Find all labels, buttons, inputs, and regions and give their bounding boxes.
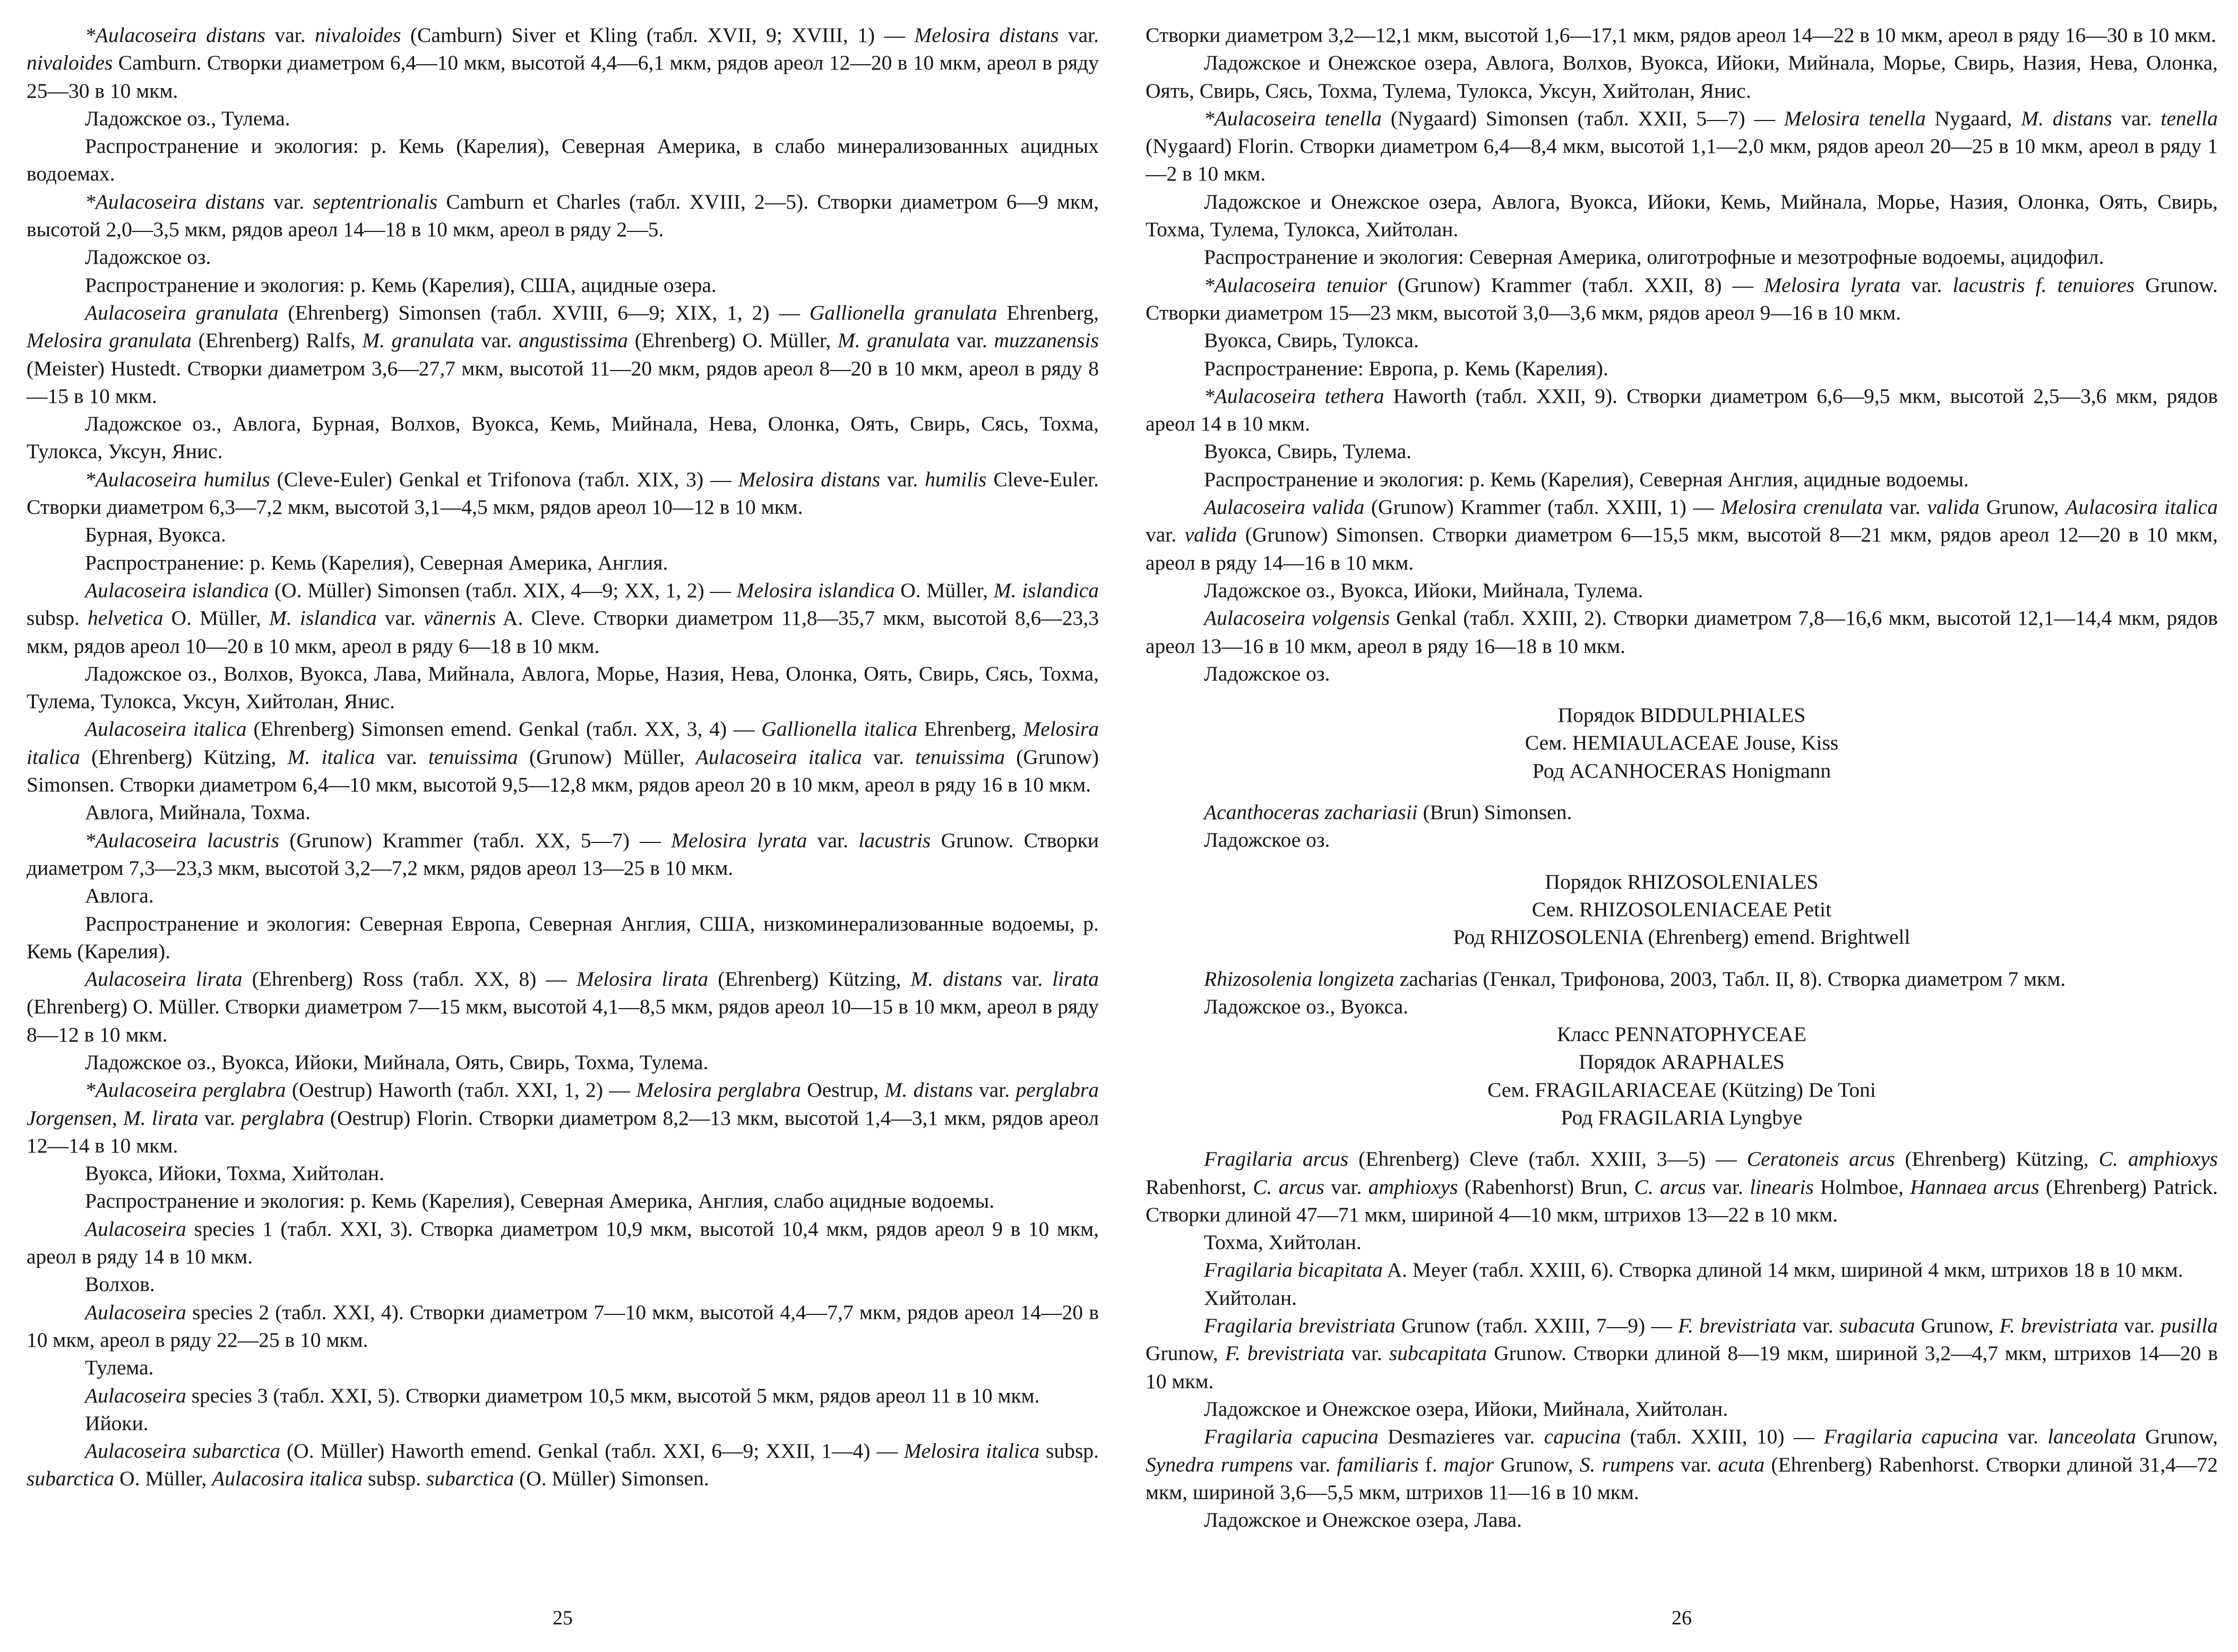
paragraph — [1146, 826, 2218, 854]
text-run: (Ehrenberg) Kützing, — [718, 967, 911, 991]
paragraph — [27, 1354, 1099, 1381]
text-run: Распространение и экология: р. Кемь (Карелия), Северная Англия, ацидные водоемы. — [1204, 467, 1969, 491]
text-run: (Oestrup) Haworth (табл. XXI, 1, 2) — — [291, 1078, 636, 1102]
text-run: (O. Müller) Simonsen (табл. XIX, 4—9; XX, 1, 2) — — [274, 578, 737, 602]
taxon-name: Melosira lyrata — [671, 828, 807, 852]
text-run: var. — [1712, 1175, 1750, 1199]
text-run: var. — [2007, 1425, 2048, 1449]
taxon-name: *Aulacoseira perglabra — [85, 1078, 286, 1102]
taxon-name: M. distans — [910, 967, 1003, 991]
taxon-name: angustissima — [518, 329, 629, 352]
right-page — [1146, 21, 2218, 1630]
paragraph — [1146, 1256, 2218, 1284]
taxon-name: *Aulacoseira tethera — [1204, 384, 1384, 408]
paragraph — [1146, 188, 2218, 244]
taxon-name: Melosira italica — [27, 717, 1099, 769]
taxon-name: Aulacosira italica — [212, 1467, 363, 1491]
taxon-name: familiaris — [1337, 1452, 1419, 1476]
text-run: Род ACANHOCERAS Honigmann — [1532, 759, 1831, 782]
text-run: Сем. FRAGILARIACEAE (Kützing) De Toni — [1487, 1078, 1876, 1102]
taxon-name: Acanthoceras zachariasii — [1204, 801, 1418, 824]
taxon-name: *Aulacoseira tenuior — [1204, 273, 1387, 297]
taxon-name: amphioxys — [1368, 1175, 1458, 1199]
text-run: Род RHIZOSOLENIA (Ehrenberg) emend. Brightwell — [1453, 925, 1910, 949]
text-run: (Ehrenberg) Kützing, — [1905, 1147, 2099, 1171]
text-run: Ладожское и Онежское озера, Авлога, Вуокса, Ийоки, Кемь, Мийнала, Морье, Назия, Олонка, Оять, Свирь, Тохма, Тулема, Тулокса, Хийтолан. — [1146, 190, 2218, 242]
paragraph — [27, 1187, 1099, 1215]
paragraph — [1146, 243, 2218, 271]
paragraph — [27, 410, 1099, 466]
text-run: Ладожское оз., Тулема. — [85, 106, 290, 130]
text-run: Порядок RHIZOSOLENIALES — [1545, 870, 1819, 893]
taxon-name: Melosira lirata — [576, 967, 709, 991]
taxon-name: F. brevistriata — [1999, 1314, 2118, 1338]
text-run: Сем. RHIZOSOLENIACEAE Petit — [1531, 897, 1832, 921]
taxon-name: Ceratoneis arcus — [1746, 1147, 1895, 1171]
text-run: Ладожское оз., Волхов, Вуокса, Лава, Мийнала, Авлога, Морье, Назия, Нева, Олонка, Оять, Свирь, Сясь, Тохма, Тулема, Тулокса, Уксун, Хийтолан, Янис. — [27, 661, 1099, 713]
text-run: var. — [274, 23, 315, 47]
section-heading — [1146, 701, 2218, 729]
text-run: var. — [273, 190, 313, 213]
taxon-name: C. arcus — [1634, 1175, 1706, 1199]
taxon-name: *Aulacoseira distans — [85, 190, 265, 213]
taxon-name: *Aulacoseira humilus — [85, 467, 270, 491]
taxon-name: F. brevistriata — [1225, 1341, 1345, 1365]
text-run: (O. Müller) Haworth emend. Genkal (табл. XXI, 6—9; XXII, 1—4) — — [287, 1439, 904, 1463]
text-run: (Ehrenberg) Simonsen (табл. XVIII, 6—9; XIX, 1, 2) — — [288, 300, 810, 324]
paragraph — [27, 466, 1099, 521]
paragraph — [27, 105, 1099, 132]
text-run: Genkal (табл. XXIII, 2). Створки диаметром 7,8—16,6 мкм, высотой 12,1—14,4 мкм, рядов ареол 13—16 в 10 мкм, ареол в ряду 16—18 в 10 мкм. — [1146, 606, 2218, 658]
taxon-name: *Aulacoseira lacustris — [85, 828, 280, 852]
text-run: (Rabenhorst) Brun, — [1464, 1175, 1634, 1199]
text-run: var. — [204, 1106, 242, 1130]
text-run: (Grunow) Krammer (табл. XXIII, 1) — — [1371, 495, 1721, 519]
text-run: Grunow. Створки диаметром 7,3—23,3 мкм, высотой 3,2—7,2 мкм, рядов ареол 13—25 в 10 мкм. — [27, 828, 1099, 880]
section-heading — [1146, 1020, 2218, 1048]
taxon-name: Aulacoseira lirata — [85, 967, 243, 991]
text-run: var. — [1012, 967, 1053, 991]
taxon-name: M. lirata — [123, 1106, 199, 1130]
section-heading — [1146, 1104, 2218, 1131]
section-heading — [1146, 923, 2218, 951]
text-run: Авлога, Мийнала, Тохма. — [85, 801, 311, 824]
text-run: Grunow, — [1146, 1341, 1225, 1365]
paragraph — [1146, 1312, 2218, 1395]
text-run: Ладожское оз. — [1204, 661, 1330, 685]
text-run: var. — [956, 329, 994, 352]
taxon-name: F. brevistriata — [1678, 1314, 1797, 1338]
paragraph — [1146, 1395, 2218, 1423]
text-run: (Nygaard) Simonsen (табл. XXII, 5—7) — — [1390, 106, 1784, 130]
text-run: var. — [817, 828, 859, 852]
taxon-name: Hannaea arcus — [1910, 1175, 2039, 1199]
paragraph — [27, 188, 1099, 244]
text-run: Haworth (табл. XXII, 9). Створки диаметром 6,6—9,5 мкм, высотой 2,5—3,6 мкм, рядов ареол 14 в 10 мкм. — [1146, 384, 2218, 436]
taxon-name: Aulacoseira islandica — [85, 578, 269, 602]
paragraph — [27, 577, 1099, 660]
taxon-name: Rhizosolenia longizeta — [1204, 967, 1395, 991]
text-run: Grunow, — [1986, 495, 2066, 519]
paragraph — [27, 827, 1099, 882]
taxon-name: M. granulata — [362, 329, 475, 352]
taxon-name: tenella — [2160, 106, 2218, 130]
taxon-name: *Aulacoseira distans — [85, 23, 266, 47]
text-run: var. — [386, 745, 428, 769]
text-run: var. — [2124, 1314, 2161, 1338]
text-run: var. — [2121, 106, 2161, 130]
text-run: O. Müller, — [900, 578, 994, 602]
text-run: var. — [873, 745, 916, 769]
text-run: var. — [1068, 23, 1099, 47]
text-run: Тулема. — [85, 1356, 154, 1380]
paragraph — [1146, 577, 2218, 604]
taxon-name: C. arcus — [1253, 1175, 1324, 1199]
text-run: Створки диаметром 3,2—12,1 мкм, высотой 1,6—17,1 мкм, рядов ареол 14—22 в 10 мкм, ареол в ряду 16—30 в 10 мкм. — [1146, 23, 2217, 47]
text-run: Распространение: р. Кемь (Карелия), Северная Америка, Англия. — [85, 550, 668, 574]
taxon-name: Melosira granulata — [27, 329, 192, 352]
taxon-name: *Aulacoseira tenella — [1204, 106, 1382, 130]
text-run: Holmboe, — [1820, 1175, 1910, 1199]
text-run: (Ehrenberg) Ralfs, — [198, 329, 363, 352]
taxon-name: Fragilaria arcus — [1204, 1147, 1349, 1171]
taxon-name: Aulacoseira subarctica — [85, 1439, 281, 1463]
text-run: (Ehrenberg) Kützing, — [91, 745, 288, 769]
text-run: Бурная, Вуокса. — [85, 523, 226, 547]
text-run: Ehrenberg, — [924, 717, 1023, 741]
text-run: (Meister) Hustedt. Створки диаметром 3,6—27,7 мкм, высотой 11—20 мкм, рядов ареол 8—20 в 10 мкм, ареол в ряду 8—15 в 10 мкм. — [27, 356, 1099, 408]
paragraph — [27, 549, 1099, 577]
text-run: Ehrenberg, — [1006, 300, 1099, 324]
text-run: , — [111, 1106, 123, 1130]
taxon-name: Synedra rumpens — [1146, 1452, 1293, 1476]
taxon-name: septentrionalis — [313, 190, 438, 213]
paragraph — [27, 521, 1099, 548]
text-run: subsp. — [27, 606, 88, 630]
paragraph — [1146, 355, 2218, 382]
taxon-name: Melosira perglabra — [636, 1078, 801, 1102]
paragraph — [27, 299, 1099, 410]
taxon-name: helvetica — [87, 606, 163, 630]
taxon-name: nivaloides — [315, 23, 401, 47]
text-run: O. Müller, — [119, 1467, 212, 1491]
text-run: Тохма, Хийтолан. — [1204, 1231, 1362, 1254]
taxon-name: Aulacoseira valida — [1204, 495, 1365, 519]
paragraph — [1146, 1284, 2218, 1312]
taxon-name: Melosira distans — [914, 23, 1059, 47]
taxon-name: Fragilaria capucina — [1204, 1425, 1379, 1449]
paragraph — [27, 243, 1099, 271]
text-run: (Ehrenberg) Cleve (табл. XXIII, 3—5) — — [1358, 1147, 1747, 1171]
taxon-name: tenuissima — [428, 745, 518, 769]
text-run: Распространение: Европа, р. Кемь (Карелия). — [1204, 356, 1608, 380]
text-run: Волхов. — [85, 1272, 155, 1296]
taxon-name: capucina — [1544, 1425, 1621, 1449]
taxon-name: acuta — [1718, 1452, 1765, 1476]
text-run: (Ehrenberg) Rabenhorst. Створки длиной 31,4—72 мкм, шириной 3,6—5,5 мкм, штрихов 11—16 в 10 мкм. — [1146, 1452, 2218, 1504]
taxon-name: M. distans — [2021, 106, 2112, 130]
text-run: (Brun) Simonsen. — [1423, 801, 1572, 824]
paragraph — [27, 1048, 1099, 1076]
text-run: Oestrup, — [807, 1078, 885, 1102]
paragraph — [27, 910, 1099, 966]
taxon-name: Aulacoseira italica — [695, 745, 862, 769]
taxon-name: humilis — [925, 467, 987, 491]
paragraph — [27, 271, 1099, 299]
paragraph — [1146, 798, 2218, 826]
taxon-name: muzzanensis — [994, 329, 1099, 352]
paragraph — [1146, 21, 2218, 49]
text-run: (Ehrenberg) O. Müller, — [634, 329, 838, 352]
text-run: zacharias (Генкал, Трифонова, 2003, Табл. II, 8). Створка диаметром 7 мкм. — [1399, 967, 2066, 991]
taxon-name: subacuta — [1839, 1314, 1915, 1338]
text-run: Класс PENNATOPHYCEAE — [1557, 1022, 1806, 1046]
text-run: species 2 (табл. XXI, 4). Створки диаметром 7—10 мкм, высотой 4,4—7,7 мкм, рядов ареол 14—20 в 10 мкм, ареол в ряду 22—25 в 10 мкм. — [27, 1300, 1099, 1352]
taxon-name: Aulacoseira granulata — [85, 300, 279, 324]
taxon-name: Melosira lyrata — [1764, 273, 1901, 297]
taxon-name: nivaloides — [27, 51, 113, 75]
section-heading — [1146, 1076, 2218, 1104]
text-run: Род FRAGILARIA Lyngbye — [1561, 1105, 1803, 1129]
text-run: Cleve-Euler. Створки диаметром 6,3—7,2 мкм, высотой 3,1—4,5 мкм, рядов ареол 10—12 в 10 мкм. — [27, 467, 1099, 519]
taxon-name: linearis — [1750, 1175, 1814, 1199]
text-run: Nygaard, — [1934, 106, 2021, 130]
paragraph — [27, 1437, 1099, 1493]
text-run: O. Müller, — [171, 606, 270, 630]
paragraph — [27, 715, 1099, 798]
taxon-name: subarctica — [27, 1467, 115, 1491]
text-run: Ладожское и Онежское озера, Лава. — [1204, 1508, 1522, 1532]
taxon-name: perglabra Jorgensen — [27, 1078, 1099, 1130]
taxon-name: Melosira islandica — [736, 578, 895, 602]
taxon-name: valida — [1927, 495, 1980, 519]
taxon-name: Aulacoseira volgensis — [1204, 606, 1390, 630]
paragraph — [1146, 1228, 2218, 1256]
text-run: Grunow, — [2145, 1425, 2218, 1449]
taxon-name: Aulacoseira — [85, 1300, 186, 1324]
taxon-name: Gallionella italica — [761, 717, 917, 741]
text-run: var. — [1331, 1175, 1368, 1199]
text-run: Вуокса, Ийоки, Тохма, Хийтолан. — [85, 1161, 385, 1185]
taxon-name: lacustris f. tenuiores — [1952, 273, 2135, 297]
text-run: (Grunow) Simonsen. Створки диаметром 6,4—10 мкм, высотой 9,5—12,8 мкм, рядов ареол 20 в 10 мкм, ареол в ряду 16 в 10 мкм. — [27, 745, 1099, 797]
text-run: Распространение и экология: Северная Европа, Северная Англия, США, низкоминерализованные водоемы, р. Кемь (Карелия). — [27, 911, 1099, 963]
text-run: Распространение и экология: р. Кемь (Карелия), Северная Америка, Англия, слабо ацидные водоемы. — [85, 1189, 995, 1213]
taxon-name: Melosira italica — [903, 1439, 1040, 1463]
section-heading — [1146, 896, 2218, 923]
paragraph — [1146, 1145, 2218, 1228]
text-run: Camburn et Charles (табл. XVIII, 2—5). Створки диаметром 6—9 мкм, высотой 2,0—3,5 мкм, рядов ареол 14—18 в 10 мкм, ареол в ряду 2—5. — [27, 190, 1099, 242]
taxon-name: Aulacoseira — [85, 1217, 186, 1241]
taxon-name: Melosira tenella — [1784, 106, 1926, 130]
text-run: Распространение и экология: р. Кемь (Карелия), США, ацидные озера. — [85, 273, 717, 297]
text-run: Rabenhorst, — [1146, 1175, 1253, 1199]
text-run: Распространение и экология: Северная Америка, олиготрофные и мезотрофные водоемы, ацидофил. — [1204, 245, 2104, 269]
text-run: Ладожское оз., Вуокса. — [1204, 994, 1409, 1018]
paragraph — [1146, 993, 2218, 1020]
paragraph — [1146, 660, 2218, 687]
taxon-name: M. distans — [884, 1078, 973, 1102]
paragraph — [27, 882, 1099, 909]
taxon-name: M. granulata — [837, 329, 950, 352]
text-run: var. — [1146, 523, 1185, 547]
text-run: var. — [887, 467, 925, 491]
left-page-text — [27, 21, 1099, 1493]
text-run: Ладожское оз. — [85, 245, 211, 269]
text-run: subsp. — [368, 1467, 426, 1491]
taxon-name: pusilla — [2160, 1314, 2218, 1338]
taxon-name: subarctica — [426, 1467, 514, 1491]
taxon-name: C. amphioxys — [2098, 1147, 2218, 1171]
left-page — [27, 21, 1099, 1630]
text-run: (Grunow) Simonsen. Створки диаметром 6—15,5 мкм, высотой 8—21 мкм, рядов ареол 12—20 в 10 мкм, ареол в ряду 14—16 в 10 мкм. — [1146, 523, 2218, 574]
paragraph — [1146, 271, 2218, 327]
text-run: Desmazieres var. — [1388, 1425, 1544, 1449]
text-run: Порядок ARAPHALES — [1579, 1050, 1785, 1074]
paragraph — [1146, 493, 2218, 577]
text-run: Camburn. Створки диаметром 6,4—10 мкм, высотой 4,4—6,1 мкм, рядов ареол 12—20 в 10 мкм, ареол в ряду 25—30 в 10 мкм. — [27, 51, 1099, 102]
paragraph — [27, 1159, 1099, 1187]
text-run: Вуокса, Свирь, Тулема. — [1204, 440, 1412, 463]
paragraph — [27, 965, 1099, 1048]
paragraph — [27, 1270, 1099, 1298]
paragraph — [27, 132, 1099, 188]
paragraph — [27, 1409, 1099, 1437]
taxon-name: tenuissima — [915, 745, 1005, 769]
text-run: Grunow. Створки диаметром 15—23 мкм, высотой 3,0—3,6 мкм, рядов ареол 9—16 в 10 мкм. — [1146, 273, 2218, 324]
section-heading — [1146, 757, 2218, 785]
taxon-name: Fragilaria bicapitata — [1204, 1258, 1383, 1282]
paragraph — [27, 1215, 1099, 1271]
text-run: species 1 (табл. XXI, 3). Створка диаметром 10,9 мкм, высотой 10,4 мкм, рядов ареол 9 в 10 мкм, ареол в ряду 14 в 10 мкм. — [27, 1217, 1099, 1269]
text-run: (Ehrenberg) Patrick. Створки длиной 47—71 мкм, шириной 4—10 мкм, штрихов 13—22 в 10 мкм. — [1146, 1175, 2218, 1226]
paragraph — [1146, 466, 2218, 493]
right-page-text — [1146, 21, 2218, 1534]
text-run: Порядок BIDDULPHIALES — [1557, 703, 1806, 727]
taxon-name: Fragilaria capucina — [1823, 1425, 1999, 1449]
text-run: species 3 (табл. XXI, 5). Створки диаметром 10,5 мкм, высотой 5 мкм, рядов ареол 11 в 10 мкм. — [191, 1383, 1040, 1407]
section-heading — [1146, 729, 2218, 756]
text-run: Распространение и экология: р. Кемь (Карелия), Северная Америка, в слабо минерализованных ацидных водоемах. — [27, 134, 1099, 186]
text-run: var. — [1911, 273, 1953, 297]
taxon-name: major — [1443, 1452, 1494, 1476]
text-run: (Grunow) Krammer (табл. XX, 5—7) — — [289, 828, 672, 852]
paragraph — [27, 660, 1099, 716]
text-run: Хийтолан. — [1204, 1286, 1297, 1310]
text-run: (Ehrenberg) Simonsen emend. Genkal (табл. XX, 3, 4) — — [253, 717, 762, 741]
paragraph — [27, 1382, 1099, 1409]
taxon-name: Aulacosira italica — [2065, 495, 2218, 519]
text-run: Ийоки. — [85, 1411, 149, 1435]
text-run: Ладожское и Онежское озера, Ийоки, Мийнала, Хийтолан. — [1204, 1397, 1728, 1421]
text-run: var. — [1802, 1314, 1839, 1338]
text-run: (Ehrenberg) O. Müller. Створки диаметром 7—15 мкм, высотой 4,1—8,5 мкм, рядов ареол 10—15 в 10 мкм, ареол в ряду 8—12 в 10 мкм. — [27, 995, 1099, 1046]
text-run: var. — [481, 329, 519, 352]
taxon-name: subcapitata — [1389, 1341, 1487, 1365]
text-run: Ладожское оз., Авлога, Бурная, Волхов, Вуокса, Кемь, Мийнала, Нева, Олонка, Оять, Свирь, Сясь, Тохма, Тулокса, Уксун, Янис. — [27, 412, 1099, 463]
paragraph — [1146, 382, 2218, 438]
text-run: (Camburn) Siver et Kling (табл. XVII, 9; XVIII, 1) — — [410, 23, 915, 47]
text-run: Grunow (табл. XXIII, 7—9) — — [1401, 1314, 1679, 1338]
taxon-name: Melosira crenulata — [1720, 495, 1883, 519]
text-run: var. — [1299, 1452, 1337, 1476]
taxon-name: Melosira distans — [738, 467, 881, 491]
section-heading — [1146, 868, 2218, 896]
taxon-name: Fragilaria brevistriata — [1204, 1314, 1396, 1338]
taxon-name: Aulacoseira italica — [85, 717, 247, 741]
paragraph — [1146, 49, 2218, 105]
taxon-name: lirata — [1052, 967, 1099, 991]
page-number: 26 — [1672, 1607, 1692, 1629]
paragraph — [1146, 1423, 2218, 1506]
text-run: (Cleve-Euler) Genkal et Trifonova (табл. XIX, 3) — — [277, 467, 738, 491]
taxon-name: Gallionella granulata — [809, 300, 997, 324]
text-run: var. — [384, 606, 424, 630]
text-run: var. — [1680, 1452, 1718, 1476]
text-run: Сем. HEMIAULACEAE Jouse, Kiss — [1525, 731, 1839, 755]
text-run: f. — [1425, 1452, 1444, 1476]
text-run: A. Cleve. Створки диаметром 11,8—35,7 мкм, высотой 8,6—23,3 мкм, рядов ареол 10—20 в 10 мкм, ареол в ряду 6—18 в 10 мкм. — [27, 606, 1099, 658]
text-run: Ладожское оз., Вуокса, Ийоки, Мийнала, Тулема. — [1204, 578, 1643, 602]
text-run: Grunow. Створки длиной 8—19 мкм, шириной 3,2—4,7 мкм, штрихов 14—20 в 10 мкм. — [1146, 1341, 2218, 1393]
text-run: Grunow, — [1921, 1314, 2000, 1338]
paragraph — [27, 1076, 1099, 1159]
text-run: var. — [1351, 1341, 1389, 1365]
taxon-name: vänernis — [424, 606, 496, 630]
text-run: Вуокса, Свирь, Тулокса. — [1204, 329, 1419, 352]
text-run: (табл. XXIII, 10) — — [1630, 1425, 1824, 1449]
text-run: subsp. — [1046, 1439, 1099, 1463]
taxon-name: M. italica — [287, 745, 375, 769]
paragraph — [1146, 437, 2218, 465]
paragraph — [1146, 604, 2218, 660]
text-run: Grunow, — [1500, 1452, 1580, 1476]
text-run: Авлога. — [85, 884, 154, 908]
text-run: (Oestrup) Florin. Створки диаметром 8,2—13 мкм, высотой 1,4—3,1 мкм, рядов ареол 12—14 в 10 мкм. — [27, 1106, 1099, 1157]
paragraph — [1146, 105, 2218, 188]
section-heading — [1146, 1048, 2218, 1075]
paragraph — [1146, 1506, 2218, 1534]
taxon-name: perglabra — [241, 1106, 324, 1130]
taxon-name: M. islandica — [993, 578, 1099, 602]
text-run: (Grunow) Krammer (табл. XXII, 8) — — [1397, 273, 1764, 297]
taxon-name: valida — [1184, 523, 1237, 547]
paragraph — [27, 21, 1099, 105]
text-run: var. — [1889, 495, 1927, 519]
text-run: A. Meyer (табл. XXIII, 6). Створка длиной 14 мкм, шириной 4 мкм, штрихов 18 в 10 мкм. — [1387, 1258, 2183, 1282]
paragraph — [27, 1298, 1099, 1354]
paragraph — [1146, 965, 2218, 993]
text-run: var. — [978, 1078, 1016, 1102]
text-run: Ладожское оз. — [1204, 828, 1330, 852]
paragraph — [27, 798, 1099, 826]
text-run: Ладожское и Онежское озера, Авлога, Волхов, Вуокса, Ийоки, Мийнала, Морье, Свирь, Назия, Нева, Олонка, Оять, Свирь, Сясь, Тохма, Тулема, Тулокса, Уксун, Хийтолан, Янис. — [1146, 51, 2218, 102]
text-run: (Grunow) Müller, — [529, 745, 696, 769]
paragraph — [1146, 326, 2218, 354]
text-run: (O. Müller) Simonsen. — [519, 1467, 709, 1491]
text-run: (Nygaard) Florin. Створки диаметром 6,4—8,4 мкм, высотой 1,1—2,0 мкм, рядов ареол 20—25 в 10 мкм, ареол в ряду 1—2 в 10 мкм. — [1146, 134, 2218, 186]
taxon-name: S. rumpens — [1579, 1452, 1674, 1476]
taxon-name: Aulacoseira — [85, 1383, 186, 1407]
taxon-name: lanceolata — [2047, 1425, 2136, 1449]
text-run: (Ehrenberg) Ross (табл. XX, 8) — — [252, 967, 576, 991]
text-run: Ладожское оз., Вуокса, Ийоки, Мийнала, Оять, Свирь, Тохма, Тулема. — [85, 1050, 709, 1074]
page-number: 25 — [553, 1607, 573, 1629]
taxon-name: M. islandica — [269, 606, 377, 630]
taxon-name: lacustris — [858, 828, 931, 852]
